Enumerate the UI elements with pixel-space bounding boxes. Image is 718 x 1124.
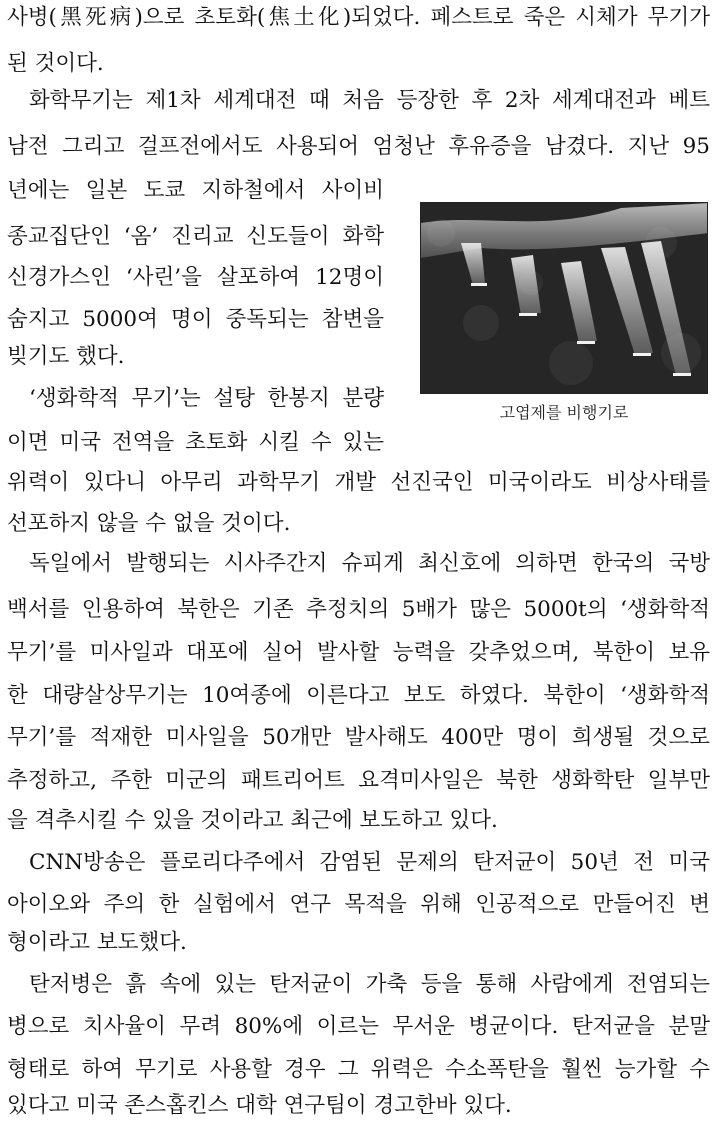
text-line: 아이오와 주의 한 실험에서 연구 목적을 위해 인공적으로 만들어진 변 <box>7 892 710 917</box>
text-line: 위력이 있다니 아무리 과학무기 개발 선진국인 미국이라도 비상사태를 <box>7 470 710 495</box>
paragraph-start-line: 독일에서 발행되는 시사주간지 슈피게 최신호에 의하면 한국의 국방 <box>29 551 710 576</box>
text-line: 신경가스인 ‘사린’을 살포하여 12명이 <box>7 265 384 290</box>
photo-caption: 고엽제를 비행기로 <box>499 403 629 422</box>
text-line: 형이라고 보도했다. <box>7 930 187 955</box>
aerial-photo <box>420 202 708 394</box>
text-line: 병으로 치사율이 무려 80%에 이르는 무서운 병균이다. 탄저균을 분말 <box>7 1014 710 1039</box>
text-line: 종교집단인 ‘옴’ 진리교 신도들이 화학 <box>7 224 384 249</box>
text-line: 형태로 하여 무기로 사용할 경우 그 위력은 수소폭탄을 훨씬 능가할 수 <box>7 1057 710 1082</box>
text-line: 백서를 인용하여 북한은 기존 추정치의 5배가 많은 5000t의 ‘생화학적 <box>7 597 710 622</box>
paragraph-start-line: 탄저병은 흙 속에 있는 탄저균이 가축 등을 통해 사람에게 전염되는 <box>29 972 710 997</box>
text-line: 무기’를 적재한 미사일을 50개만 발사해도 400만 명이 희생될 것으로 <box>7 725 710 750</box>
paragraph-start-line: CNN방송은 플로리다주에서 감염된 문제의 탄저균이 50년 전 미국 <box>29 850 710 875</box>
aerial-photo-illustration <box>421 203 708 394</box>
text-line: 추정하고, 주한 미군의 패트리어트 요격미사일은 북한 생화학탄 일부만 <box>7 768 710 793</box>
paragraph-start-line: 화학무기는 제1차 세계대전 때 처음 등장한 후 2차 세계대전과 베트 <box>29 88 710 113</box>
text-line: 숨지고 5000여 명이 중독되는 참변을 <box>7 307 384 332</box>
text-line: 빚기도 했다. <box>7 344 125 369</box>
text-line: 남전 그리고 걸프전에서도 사용되어 엄청난 후유증을 남겼다. 지난 95 <box>7 134 710 159</box>
photo-figure <box>420 202 708 434</box>
paragraph-start-line: ‘생화학적 무기’는 설탕 한봉지 분량 <box>29 386 384 411</box>
text-line: 년에는 일본 도쿄 지하철에서 사이비 <box>7 178 384 203</box>
text-line: 사병(黑死病)으로 초토화(焦土化)되었다. 페스트로 죽은 시체가 무기가 <box>7 5 710 30</box>
text-line: 을 격추시킬 수 있을 것이라고 최근에 보도하고 있다. <box>7 808 498 833</box>
text-line: 한 대량살상무기는 10여종에 이른다고 보도 하였다. 북한이 ‘생화학적 <box>7 683 710 708</box>
text-line: 된 것이다. <box>7 51 104 76</box>
text-line: 선포하지 않을 수 없을 것이다. <box>7 511 291 536</box>
text-line: 이면 미국 전역을 초토화 시킬 수 있는 <box>7 430 384 455</box>
text-line: 있다고 미국 존스홉킨스 대학 연구팀이 경고한바 있다. <box>7 1093 512 1118</box>
text-line: 무기’를 미사일과 대포에 실어 발사할 능력을 갖추었으며, 북한이 보유 <box>7 640 710 665</box>
